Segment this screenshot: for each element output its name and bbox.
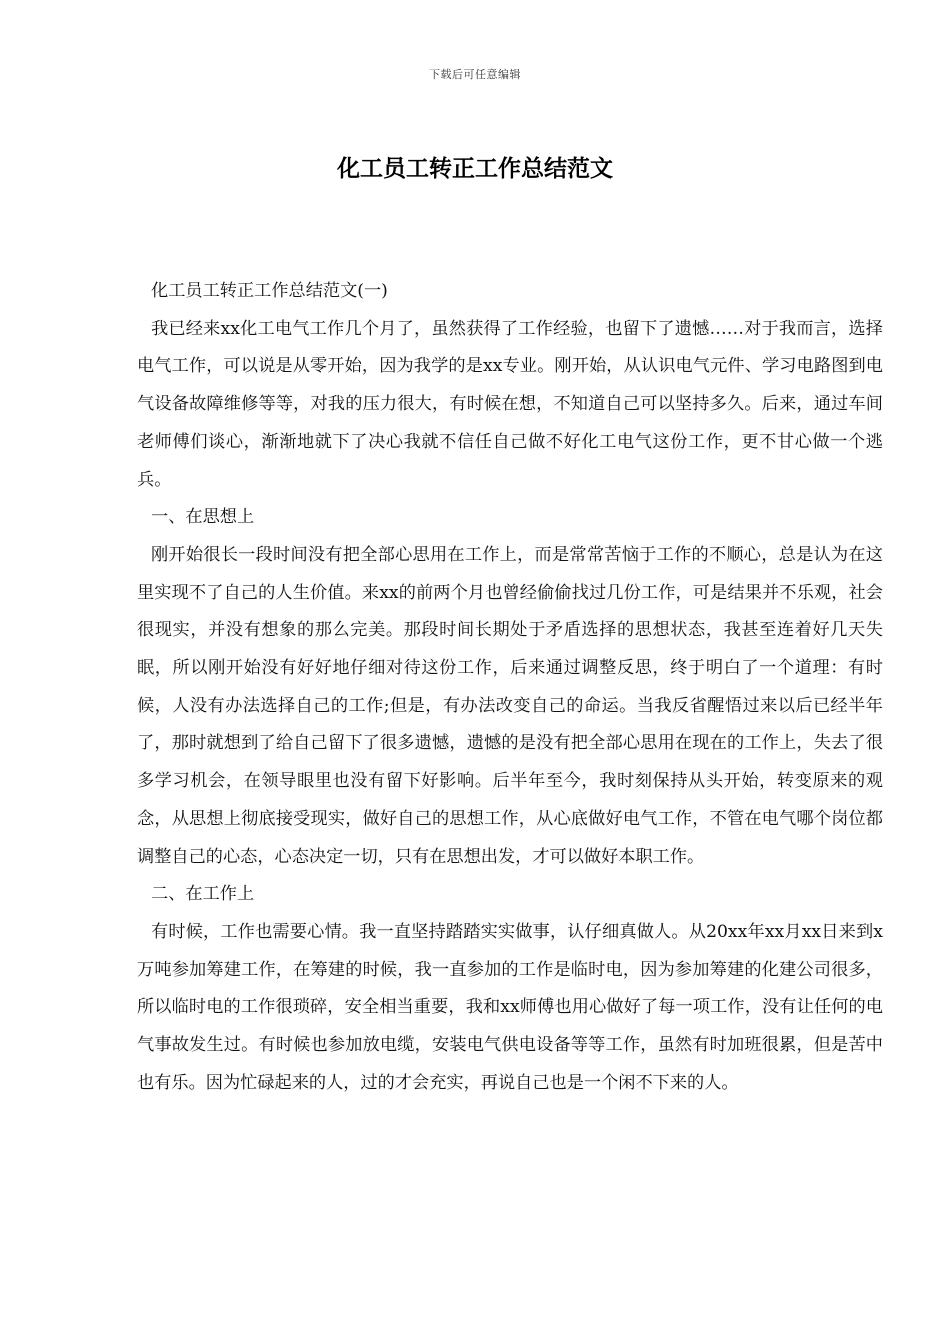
header-note: 下载后可任意编辑 bbox=[429, 68, 521, 81]
intro-paragraph: 我已经来xx化工电气工作几个月了，虽然获得了工作经验，也留下了遗憾……对于我而言，选择电气工作，可以说是从零开始，因为我学的是xx专业。刚开始，从认识电气元件、学习电路图到电气设备故障维修等等，对我的压力很大，有时候在想，不知道自己可以坚持多久。后来，通过车间老师傅们谈心，渐渐地就下了决心我就不信任自己做不好化工电气这份工作，更不甘心做一个逃兵。 bbox=[137, 318, 883, 490]
document-body bbox=[137, 273, 883, 1102]
document-title: 化工员工转正工作总结范文 bbox=[337, 156, 613, 182]
section-paragraph-2: 有时候，工作也需要心情。我一直坚持踏踏实实做事，认仔细真做人。从20xx年xx月xx日来到x万吨参加筹建工作，在筹建的时候，我一直参加的工作是临时电，因为参加筹建的化建公司很多，所以临时电的工作很琐碎，安全相当重要，我和xx师傅也用心做好了每一项工作，没有让任何的电气事故发生过。有时候也参加放电缆，安装电气供电设备等等工作，虽然有时加班很累，但是苦中也有乐。因为忙碌起来的人，过的才会充实，再说自己也是一个闲不下来的人。 bbox=[137, 921, 883, 1093]
section-heading-1: 一、在思想上 bbox=[151, 507, 255, 528]
document-subtitle: 化工员工转正工作总结范文(一) bbox=[151, 281, 388, 301]
section-heading-2: 二、在工作上 bbox=[151, 884, 255, 905]
section-paragraph-1: 刚开始很长一段时间没有把全部心思用在工作上，而是常常苦恼于工作的不顺心，总是认为在这里实现不了自己的人生价值。来xx的前两个月也曾经偷偷找过几份工作，可是结果并不乐观，社会很现实，并没有想象的那么完美。那段时间长期处于矛盾选择的思想状态，我甚至连着好几天失眠，所以刚开始没有好好地仔细对待这份工作，后来通过调整反思，终于明白了一个道理：有时候，人没有办法选择自己的工作;但是，有办法改变自己的命运。当我反省醒悟过来以后已经半年了，那时就想到了给自己留下了很多遗憾，遗憾的是没有把全部心思用在现在的工作上，失去了很多学习机会，在领导眼里也没有留下好影响。后半年至今，我时刻保持从头开始，转变原来的观念，从思想上彻底接受现实，做好自己的思想工作，从心底做好电气工作，不管在电气哪个岗位都调整自己的心态，心态决定一切，只有在思想出发，才可以做好本职工作。 bbox=[137, 544, 883, 867]
